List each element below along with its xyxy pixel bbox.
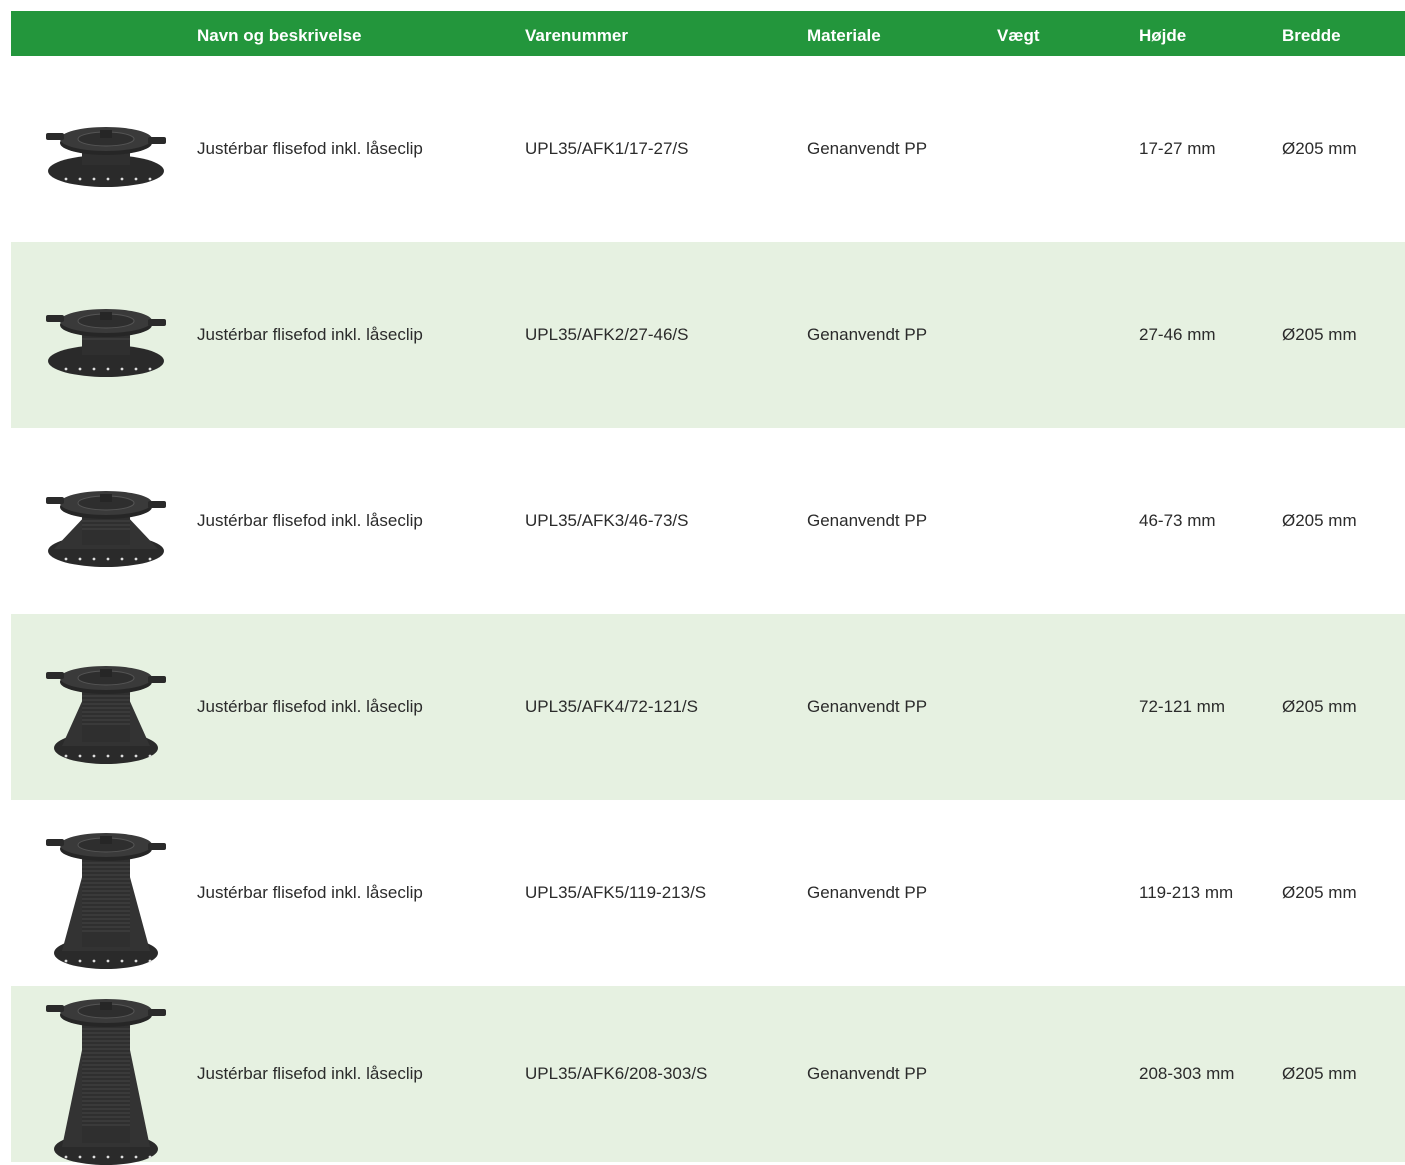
product-height: 72-121 mm (1139, 697, 1225, 716)
product-sku: UPL35/AFK6/208-303/S (525, 1064, 708, 1083)
table-body (11, 56, 1405, 1162)
table-header (11, 11, 1405, 56)
product-material: Genanvendt PP (807, 697, 928, 716)
table-row (11, 986, 1405, 1162)
pedestal-icon (41, 986, 171, 1162)
table-row (11, 800, 1405, 986)
header-name: Navn og beskrivelse (197, 26, 362, 45)
product-sku: UPL35/AFK4/72-121/S (525, 697, 698, 716)
product-name: Justérbar flisefod inkl. låseclip (197, 1064, 423, 1083)
table-row (11, 242, 1405, 428)
product-table (11, 11, 1405, 1162)
pedestal-icon (41, 614, 171, 800)
pedestal-icon (41, 56, 171, 242)
product-height: 17-27 mm (1139, 139, 1216, 158)
product-width: Ø205 mm (1282, 697, 1357, 716)
product-sku: UPL35/AFK1/17-27/S (525, 139, 689, 158)
product-height: 208-303 mm (1139, 1064, 1235, 1083)
pedestal-icon (41, 428, 171, 614)
product-width: Ø205 mm (1282, 139, 1357, 158)
product-name: Justérbar flisefod inkl. låseclip (197, 511, 423, 530)
product-height: 119-213 mm (1139, 883, 1234, 902)
table-row (11, 428, 1405, 614)
product-name: Justérbar flisefod inkl. låseclip (197, 325, 423, 344)
product-width: Ø205 mm (1282, 325, 1357, 344)
product-name: Justérbar flisefod inkl. låseclip (197, 697, 423, 716)
product-width: Ø205 mm (1282, 883, 1357, 902)
product-sku: UPL35/AFK5/119-213/S (525, 883, 707, 902)
product-material: Genanvendt PP (807, 325, 928, 344)
product-name: Justérbar flisefod inkl. låseclip (197, 883, 423, 902)
product-height: 46-73 mm (1139, 511, 1216, 530)
product-name: Justérbar flisefod inkl. låseclip (197, 139, 423, 158)
header-height: Højde (1139, 26, 1187, 45)
table-row (11, 56, 1405, 242)
product-sku: UPL35/AFK2/27-46/S (525, 325, 689, 344)
header-material: Materiale (807, 26, 881, 45)
product-sku: UPL35/AFK3/46-73/S (525, 511, 689, 530)
header-width: Bredde (1282, 26, 1341, 45)
pedestal-icon (41, 242, 171, 428)
product-width: Ø205 mm (1282, 511, 1357, 530)
product-material: Genanvendt PP (807, 883, 928, 902)
product-height: 27-46 mm (1139, 325, 1216, 344)
pedestal-icon (41, 800, 171, 986)
product-material: Genanvendt PP (807, 139, 928, 158)
table-row (11, 614, 1405, 800)
header-weight: Vægt (997, 26, 1040, 45)
product-material: Genanvendt PP (807, 511, 928, 530)
product-material: Genanvendt PP (807, 1064, 928, 1083)
product-width: Ø205 mm (1282, 1064, 1357, 1083)
header-sku: Varenummer (525, 26, 628, 45)
